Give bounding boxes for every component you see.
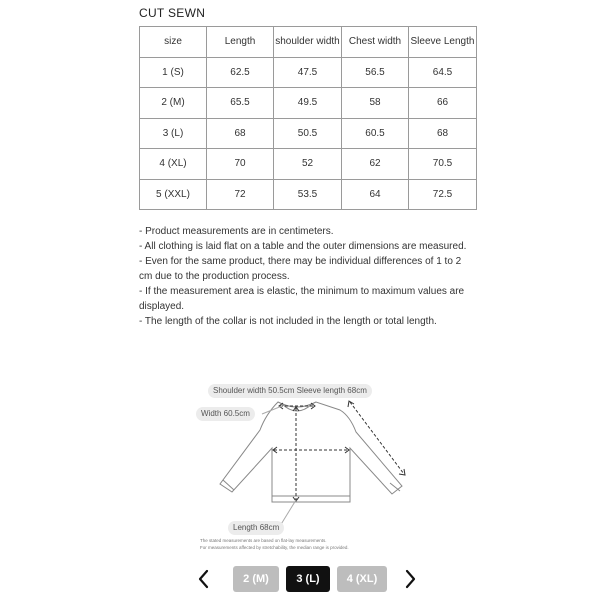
note-line: - If the measurement area is elastic, the minimum to maximum values are	[139, 286, 465, 297]
cell-chest-width: 64	[342, 179, 409, 210]
header-length: Length	[207, 27, 274, 58]
table-row	[140, 118, 477, 149]
cell-chest-width: 56.5	[342, 57, 409, 88]
note-line: - Product measurements are in centimeters.	[139, 226, 334, 237]
cell-chest-width: 62	[342, 149, 409, 180]
fine-print: The stated measurements are based on flat-lay measurements.	[200, 538, 327, 543]
size-option-next[interactable]: 4 (XL)	[337, 566, 387, 592]
note-line: cm due to the production process.	[139, 271, 290, 282]
cell-size: 2 (M)	[140, 88, 207, 119]
chevron-left-icon	[194, 566, 214, 592]
cell-size: 3 (L)	[140, 118, 207, 149]
shoulder-sleeve-label: Shoulder width 50.5cm Sleeve length 68cm	[208, 384, 372, 398]
cell-length: 68	[207, 118, 274, 149]
note-line: - The length of the collar is not included in the length or total length.	[139, 316, 437, 327]
cell-sleeve-length: 70.5	[409, 149, 477, 180]
cell-chest-width: 58	[342, 88, 409, 119]
header-chest-width: Chest width	[342, 27, 409, 58]
page-title: CUT SEWN	[139, 6, 206, 20]
cell-sleeve-length: 72.5	[409, 179, 477, 210]
size-option-current[interactable]: 3 (L)	[286, 566, 330, 592]
table-row	[140, 179, 477, 210]
table-row	[140, 149, 477, 180]
garment-measurement-diagram	[190, 374, 420, 554]
width-label: Width 60.5cm	[196, 407, 255, 421]
length-label: Length 68cm	[228, 521, 284, 535]
cell-shoulder-width: 52	[274, 149, 342, 180]
header-shoulder-width: shoulder width	[274, 27, 342, 58]
measurement-notes	[139, 224, 484, 329]
cell-length: 72	[207, 179, 274, 210]
cell-length: 70	[207, 149, 274, 180]
note-line: displayed.	[139, 301, 185, 312]
next-arrow-button[interactable]	[400, 566, 420, 592]
cell-size: 5 (XXL)	[140, 179, 207, 210]
table-row	[140, 57, 477, 88]
table-row	[140, 88, 477, 119]
chevron-right-icon	[400, 566, 420, 592]
fine-print: For measurements affected by stretchability, the median range is provided.	[200, 545, 349, 550]
cell-size: 1 (S)	[140, 57, 207, 88]
prev-arrow-button[interactable]	[194, 566, 214, 592]
cell-length: 62.5	[207, 57, 274, 88]
cell-sleeve-length: 68	[409, 118, 477, 149]
header-sleeve-length: Sleeve Length	[409, 27, 477, 58]
size-option-prev[interactable]: 2 (M)	[233, 566, 279, 592]
cell-shoulder-width: 49.5	[274, 88, 342, 119]
note-line: - Even for the same product, there may be individual differences of 1 to 2	[139, 256, 462, 267]
cell-size: 4 (XL)	[140, 149, 207, 180]
cell-shoulder-width: 50.5	[274, 118, 342, 149]
header-size: size	[140, 27, 207, 58]
note-line: - All clothing is laid flat on a table and the outer dimensions are measured.	[139, 241, 467, 252]
cell-shoulder-width: 53.5	[274, 179, 342, 210]
cell-chest-width: 60.5	[342, 118, 409, 149]
cell-length: 65.5	[207, 88, 274, 119]
table-header-row	[140, 27, 477, 58]
cell-sleeve-length: 66	[409, 88, 477, 119]
cell-shoulder-width: 47.5	[274, 57, 342, 88]
size-table	[139, 26, 477, 210]
cell-sleeve-length: 64.5	[409, 57, 477, 88]
shirt-outline-icon	[190, 374, 420, 554]
size-pager	[0, 566, 600, 594]
